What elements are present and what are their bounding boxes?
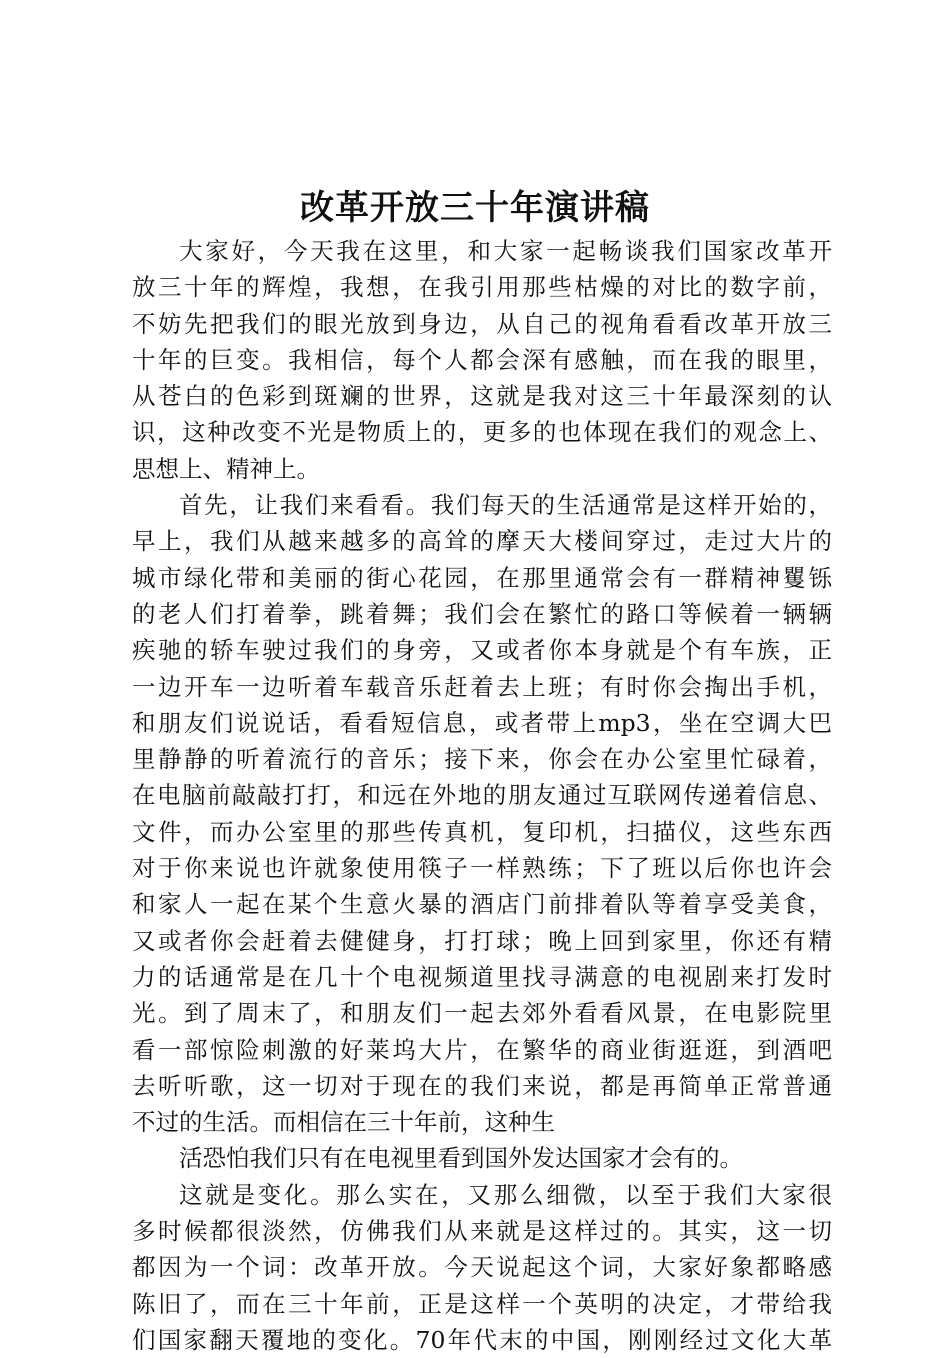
text-line: 和朋友们说说话，看看短信息，或者带上mp3，坐在空调大巴 xyxy=(132,708,832,737)
text-line: 多时候都很淡然，仿佛我们从来就是这样过的。其实，这一切 xyxy=(132,1217,832,1246)
text-line: 放三十年的辉煌，我想，在我引用那些枯燥的对比的数字前， xyxy=(132,273,832,302)
text-line: 识，这种改变不光是物质上的，更多的也体现在我们的观念上、 xyxy=(132,418,832,447)
text-line: 又或者你会赶着去健健身，打打球；晚上回到家里，你还有精 xyxy=(132,926,832,955)
text-line: 里静静的听着流行的音乐；接下来，你会在办公室里忙碌着， xyxy=(132,745,832,774)
text-line: 对于你来说也许就象使用筷子一样熟练；下了班以后你也许会 xyxy=(132,854,832,883)
text-line: 和家人一起在某个生意火暴的酒店门前排着队等着享受美食， xyxy=(132,890,832,919)
document-body xyxy=(132,233,832,1358)
text-line: 这就是变化。那么实在，又那么细微，以至于我们大家很 xyxy=(179,1180,832,1209)
text-line: 大家好，今天我在这里，和大家一起畅谈我们国家改革开 xyxy=(179,237,832,265)
text-line: 活恐怕我们只有在电视里看到国外发达国家才会有的。 xyxy=(179,1144,743,1173)
text-line: 城市绿化带和美丽的街心花园，在那里通常会有一群精神矍铄 xyxy=(132,563,832,592)
text-line: 们国家翻天覆地的变化。70年代末的中国，刚刚经过文化大革 xyxy=(132,1325,832,1354)
text-line: 首先，让我们来看看。我们每天的生活通常是这样开始的， xyxy=(179,491,832,520)
text-line: 力的话通常是在几十个电视频道里找寻满意的电视剧来打发时 xyxy=(132,962,832,991)
text-line: 文件，而办公室里的那些传真机，复印机，扫描仪，这些东西 xyxy=(132,817,832,846)
text-line: 不妨先把我们的眼光放到身边，从自己的视角看看改革开放三 xyxy=(132,309,832,338)
text-line: 去听听歌，这一切对于现在的我们来说，都是再简单正常普通 xyxy=(132,1071,832,1100)
text-line: 光。到了周末了，和朋友们一起去郊外看看风景，在电影院里 xyxy=(132,999,832,1028)
text-line: 在电脑前敲敲打打，和远在外地的朋友通过互联网传递着信息、 xyxy=(132,781,832,810)
text-line: 不过的生活。而相信在三十年前，这种生 xyxy=(132,1108,555,1137)
text-line: 疾驰的轿车驶过我们的身旁，又或者你本身就是个有车族，正 xyxy=(132,636,832,665)
document-title: 改革开放三十年演讲稿 xyxy=(300,188,650,228)
text-line: 一边开车一边听着车载音乐赶着去上班；有时你会掏出手机， xyxy=(132,672,832,701)
text-line: 都因为一个词：改革开放。今天说起这个词，大家好象都略感 xyxy=(132,1253,832,1282)
text-line: 陈旧了，而在三十年前，正是这样一个英明的决定，才带给我 xyxy=(132,1289,832,1318)
text-line: 思想上、精神上。 xyxy=(132,454,320,483)
text-line: 十年的巨变。我相信，每个人都会深有感触，而在我的眼里， xyxy=(132,345,832,374)
text-line: 的老人们打着拳，跳着舞；我们会在繁忙的路口等候着一辆辆 xyxy=(132,599,832,628)
text-line: 看一部惊险刺激的好莱坞大片，在繁华的商业街逛逛，到酒吧 xyxy=(132,1035,832,1064)
text-line: 从苍白的色彩到斑斓的世界，这就是我对这三十年最深刻的认 xyxy=(132,382,832,411)
text-line: 早上，我们从越来越多的高耸的摩天大楼间穿过，走过大片的 xyxy=(132,527,832,556)
